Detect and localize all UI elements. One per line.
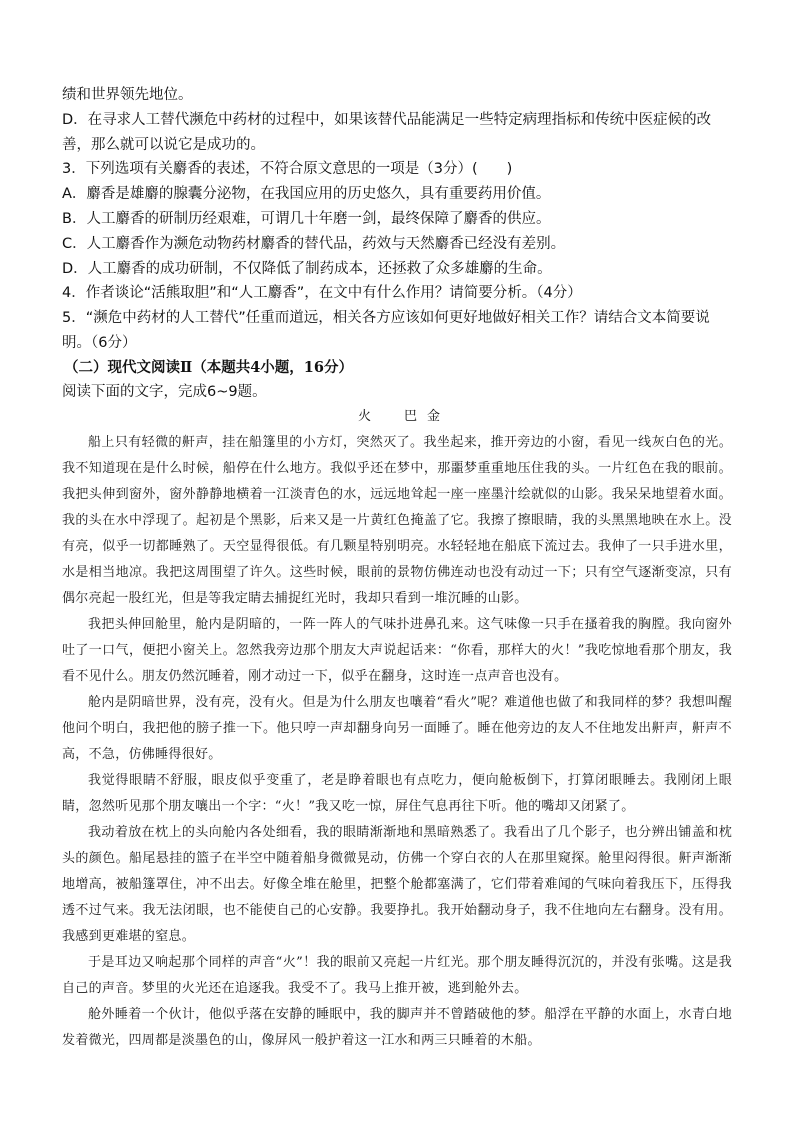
- story-paragraph: 于是耳边又响起那个同样的声音“火”！我的眼前又亮起一片红光。那个朋友睡得沉沉的，并没有张嘴。这是我自己的声音。梦里的火光还在追逐我。我受不了。我马上推开被，逃到舱外去。: [62, 954, 732, 996]
- question-line: B．人工麝香的研制历经艰难，可谓几十年磨一剑，最终保障了麝香的供应。: [62, 210, 551, 227]
- question-line: 3．下列选项有关麝香的表述，不符合原文意思的一项是（3分）( ): [62, 161, 513, 178]
- question-line: 4．作者谈论“活熊取胆”和“人工麝香”，在文中有什么作用？请简要分析。（4分）: [62, 285, 582, 302]
- question-line: C．人工麝香作为濒危动物药材麝香的替代品，药效与天然麝香已经没有差别。: [62, 235, 566, 252]
- story-paragraph: 我动着放在枕上的头向舱内各处细看，我的眼睛渐渐地和黑暗熟悉了。我看出了几个影子，也分辨出铺盖和枕头的颜色。船尾悬挂的篮子在半空中随着船身微微晃动，仿佛一个穿白衣的人在那里窥探。舱里闷得很。鼾声渐渐地增高，被船篷罩住，冲不出去。好像全堆在舱里，把整个舱都塞满了，它们带着难闻的气味向着我压下，压得我透不过气来。我无法闭眼，也不能使自己的心安静。我要挣扎。我开始翻动身子，我不住地向左右翻身。没有用。我感到更难堪的窒息。: [62, 824, 732, 944]
- question-line: D．人工麝香的成功研制，不仅降低了制药成本，还拯救了众多雄麝的生命。: [62, 260, 552, 277]
- question-line: A．麝香是雄麝的腺囊分泌物，在我国应用的历史悠久，具有重要药用价值。: [62, 186, 551, 203]
- story-paragraph: 我把头伸回舱里，舱内是阴暗的，一阵一阵人的气味扑进鼻孔来。这气味像一只手在搔着我的胸膛。我向窗外吐了一口气，便把小窗关上。忽然我旁边那个朋友大声说起话来：“你看，那样大的火！”我吃惊地看那个朋友，我看不见什么。朋友仍然沉睡着，刚才动过一下，似乎在翻身，这时连一点声音也没有。: [62, 616, 732, 684]
- question-line: 5．“濒危中药材的人工替代”任重而道远，相关各方应该如何更好地做好相关工作？请结合文本简要说明。（6分）: [62, 310, 710, 351]
- section-instruction: 阅读下面的文字，完成6~9题。: [62, 383, 267, 400]
- story-body: [62, 430, 732, 1054]
- question-line: D．在寻求人工替代濒危中药材的过程中，如果该替代品能满足一些特定病理指标和传统中医症候的改善，那么就可以说它是成功的。: [62, 111, 712, 153]
- story-paragraph: 舱外睡着一个伙计，他似乎落在安静的睡眠中，我的脚声并不曾踏破他的梦。船浮在平静的水面上，水青白地发着微光，四周都是淡墨色的山，像屏风一般护着这一江水和两三只睡着的木船。: [62, 1006, 732, 1048]
- story-paragraph: 我觉得眼睛不舒服，眼皮似乎变重了，老是睁着眼也有点吃力，便向舱板倒下，打算闭眼睡去。我刚闭上眼睛，忽然听见那个朋友嚷出一个字：“火！”我又吃一惊，屏住气息再往下听。他的嘴却又闭紧了。: [62, 772, 732, 814]
- story-title: 火 巴金: [357, 408, 450, 424]
- questions-block: [62, 83, 732, 356]
- question-line: 绩和世界领先地位。: [62, 87, 193, 103]
- section-heading: （二）现代文阅读Ⅱ（本题共4小题，16分）: [64, 358, 353, 376]
- story-paragraph: 舱内是阴暗世界，没有亮，没有火。但是为什么朋友也嚷着“看火”呢？难道他也做了和我同样的梦？我想叫醒他问个明白，我把他的膀子推一下。他只哼一声却翻身向另一面睡了。睡在他旁边的友人不住地发出鼾声，鼾声不高，不急，仿佛睡得很好。: [62, 694, 732, 762]
- story-paragraph: 船上只有轻微的鼾声，挂在船篷里的小方灯，突然灭了。我坐起来，推开旁边的小窗，看见一线灰白色的光。我不知道现在是什么时候，船停在什么地方。我似乎还在梦中，那噩梦重重地压住我的头。一片红色在我的眼前。我把头伸到窗外，窗外静静地横着一江淡青色的水，远远地耸起一座一座墨汁绘就似的山影。我呆呆地望着水面。我的头在水中浮现了。起初是个黑影，后来又是一片黄红色掩盖了它。我擦了擦眼睛，我的头黑黑地映在水上。没有亮，似乎一切都睡熟了。天空显得很低。有几颗星特别明亮。水轻轻地在船底下流过去。我伸了一只手进水里，水是相当地凉。我把这周围望了许久。这些时候，眼前的景物仿佛连动也没有动过一下；只有空气逐渐变凉，只有偶尔亮起一股红光，但是等我定睛去捕捉红光时，我却只看到一堆沉睡的山影。: [62, 434, 732, 606]
